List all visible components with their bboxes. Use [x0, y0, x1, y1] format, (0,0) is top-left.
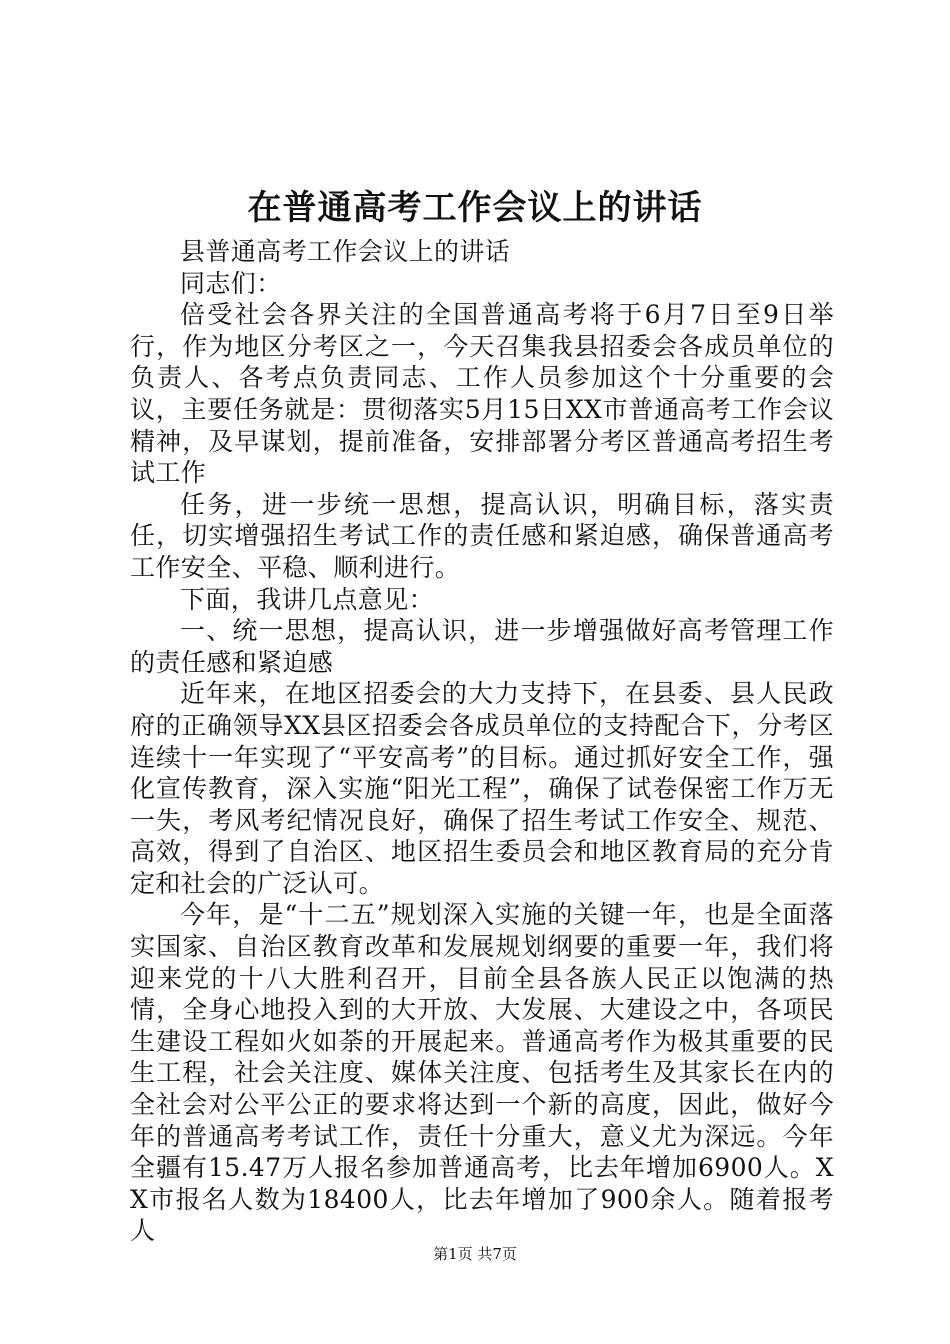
page-footer: 第1页 共7页 [433, 1245, 517, 1263]
paragraph-salutation: 同志们： [180, 268, 282, 298]
paragraph: 今年，是“十二五”规划深入实施的关键一年，也是全面落实国家、自治区教育改革和发展规划纲要的重要一年，我们将迎来党的十八大胜利召开，目前全县各族人民正以饱满的热情，全身心地投入到的大开放、大发展、大建设之中，各项民生建设工程如火如荼的开展起来。普通高考作为极其重要的民生工程，社会关注度、媒体关注度、包括考生及其家长在内的全社会对公平公正的要求将达到一个新的高度，因此，做好今年的普通高考考试工作，责任十分重大，意义尤为深远。今年全疆有15.47万人报名参加普通高考，比去年增加6900人。XX市报名人数为18400人，比去年增加了900余人。随着报考人 [130, 900, 834, 1246]
paragraph: 倍受社会各界关注的全国普通高考将于6月7日至9日举行，作为地区分考区之一，今天召集我县招委会各成员单位的负责人、各考点负责同志、工作人员参加这个十分重要的会议，主要任务就是：贯彻落实5月15日XX市普通高考工作会议精神，及早谋划，提前准备，安排部署分考区普通高考招生考试工作 [130, 300, 834, 488]
document-title: 在普通高考工作会议上的讲话 [247, 188, 703, 228]
paragraph: 近年来，在地区招委会的大力支持下，在县委、县人民政府的正确领导XX县区招委会各成员单位的支持配合下，分考区连续十一年实现了“平安高考”的目标。通过抓好安全工作，强化宣传教育，深入实施“阳光工程”，确保了试卷保密工作万无一失，考风考纪情况良好，确保了招生考试工作安全、规范、高效，得到了自治区、地区招生委员会和地区教育局的充分肯定和社会的广泛认可。 [130, 679, 834, 898]
paragraph: 任务，进一步统一思想，提高认识，明确目标，落实责任，切实增强招生考试工作的责任感和紧迫感，确保普通高考工作安全、平稳、顺利进行。 [130, 489, 834, 582]
paragraph-subtitle: 县普通高考工作会议上的讲话 [180, 237, 511, 266]
paragraph: 下面，我讲几点意见： [180, 584, 435, 614]
section-heading: 一、统一思想，提高认识，进一步增强做好高考管理工作的责任感和紧迫感 [130, 616, 834, 677]
document-body [130, 236, 834, 1247]
